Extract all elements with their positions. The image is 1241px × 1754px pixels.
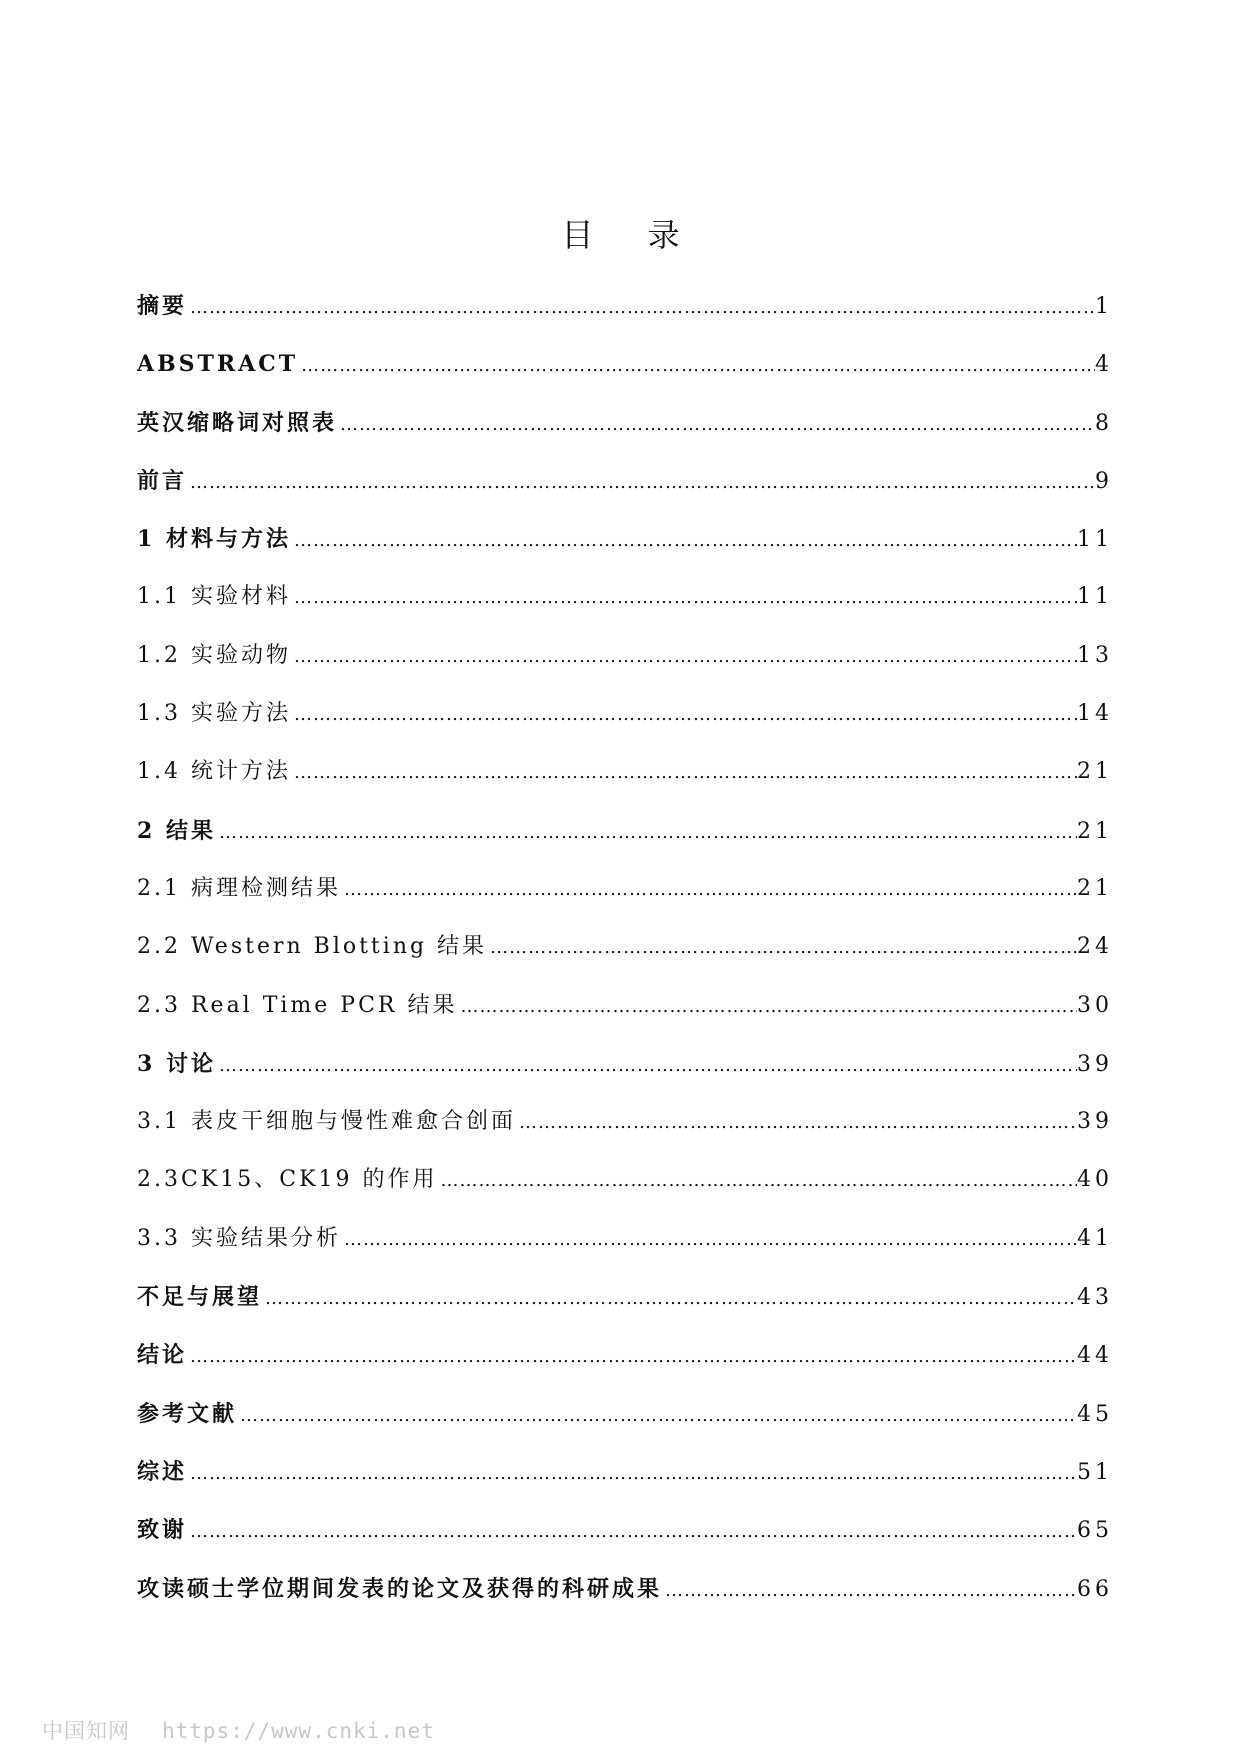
toc-leader-dots bbox=[291, 526, 1077, 556]
toc-entry-label: 致谢 bbox=[137, 1517, 188, 1544]
toc-leader-dots bbox=[291, 758, 1077, 788]
toc-entry[interactable] bbox=[137, 524, 1113, 582]
toc-entry-label: 前言 bbox=[137, 467, 188, 494]
toc-entry[interactable] bbox=[137, 466, 1113, 524]
toc-entry[interactable] bbox=[137, 1574, 1113, 1632]
toc-leader-dots bbox=[458, 992, 1078, 1022]
toc-entry-page: 51 bbox=[1077, 1459, 1113, 1485]
toc-entry-label: 2.2 Western Blotting 结果 bbox=[137, 934, 488, 960]
toc-entry[interactable] bbox=[137, 1049, 1113, 1107]
toc-entry[interactable] bbox=[137, 932, 1113, 990]
toc-entry[interactable] bbox=[137, 991, 1113, 1049]
toc-leader-dots bbox=[262, 1284, 1077, 1314]
toc-entry-label: 2.3CK15、CK19 的作用 bbox=[137, 1167, 438, 1193]
toc-entry-page: 65 bbox=[1077, 1518, 1113, 1544]
toc-entry-page: 30 bbox=[1077, 992, 1113, 1018]
toc-entry-page: 66 bbox=[1077, 1576, 1113, 1602]
toc-entry-page: 45 bbox=[1077, 1401, 1113, 1427]
toc-leader-dots bbox=[341, 1225, 1077, 1255]
table-of-contents bbox=[137, 291, 1113, 1632]
toc-entry-page: 40 bbox=[1077, 1167, 1113, 1193]
toc-entry-label: 1.4 统计方法 bbox=[137, 759, 291, 785]
toc-leader-dots bbox=[291, 700, 1077, 730]
toc-leader-dots bbox=[187, 293, 1095, 323]
toc-entry[interactable] bbox=[137, 1224, 1113, 1282]
toc-entry-page: 1 bbox=[1095, 294, 1113, 319]
toc-entry-page: 11 bbox=[1077, 584, 1113, 610]
toc-entry-page: 43 bbox=[1077, 1285, 1113, 1311]
toc-leader-dots bbox=[487, 933, 1077, 963]
toc-entry[interactable] bbox=[137, 699, 1113, 757]
toc-entry-page: 41 bbox=[1077, 1225, 1113, 1251]
toc-entry[interactable] bbox=[137, 641, 1113, 699]
toc-leader-dots bbox=[187, 468, 1095, 498]
toc-entry[interactable] bbox=[137, 1515, 1113, 1573]
toc-entry-label: ABSTRACT bbox=[137, 351, 299, 378]
toc-entry-page: 11 bbox=[1077, 527, 1113, 553]
toc-entry[interactable] bbox=[137, 816, 1113, 874]
toc-entry[interactable] bbox=[137, 1399, 1113, 1457]
toc-leader-dots bbox=[298, 351, 1095, 381]
toc-entry[interactable] bbox=[137, 1340, 1113, 1398]
toc-entry-label: 2.1 病理检测结果 bbox=[137, 875, 341, 901]
toc-entry[interactable] bbox=[137, 291, 1113, 349]
toc-entry[interactable] bbox=[137, 1165, 1113, 1223]
toc-leader-dots bbox=[216, 818, 1077, 848]
toc-entry-label: 英汉缩略词对照表 bbox=[137, 409, 338, 436]
toc-entry-page: 39 bbox=[1077, 1051, 1113, 1077]
toc-entry[interactable] bbox=[137, 582, 1113, 640]
toc-entry-label: 不足与展望 bbox=[137, 1284, 263, 1311]
toc-entry[interactable] bbox=[137, 349, 1113, 407]
toc-entry[interactable] bbox=[137, 1107, 1113, 1165]
toc-leader-dots bbox=[291, 583, 1077, 613]
toc-entry-page: 9 bbox=[1095, 468, 1113, 494]
toc-entry-label: 1.3 实验方法 bbox=[137, 701, 291, 727]
watermark-url: https://www.cnki.net bbox=[162, 1719, 435, 1743]
toc-entry-page: 13 bbox=[1077, 642, 1113, 668]
toc-leader-dots bbox=[237, 1401, 1077, 1431]
watermark bbox=[42, 1715, 435, 1745]
toc-leader-dots bbox=[337, 410, 1095, 440]
toc-entry-label: 摘要 bbox=[137, 293, 188, 319]
toc-entry-label: 1.1 实验材料 bbox=[137, 584, 291, 610]
toc-leader-dots bbox=[187, 1342, 1077, 1372]
toc-entry-label: 结论 bbox=[137, 1342, 188, 1369]
toc-entry-page: 24 bbox=[1077, 934, 1113, 960]
toc-entry-label: 1.2 实验动物 bbox=[137, 642, 291, 668]
toc-entry-page: 39 bbox=[1077, 1109, 1113, 1135]
page-title: 目 录 bbox=[561, 216, 702, 255]
toc-entry[interactable] bbox=[137, 1282, 1113, 1340]
toc-entry[interactable] bbox=[137, 757, 1113, 815]
toc-entry-label: 综述 bbox=[137, 1458, 188, 1485]
toc-entry[interactable] bbox=[137, 1457, 1113, 1515]
toc-entry-label: 2 结果 bbox=[137, 817, 216, 844]
toc-entry-label: 攻读硕士学位期间发表的论文及获得的科研成果 bbox=[137, 1575, 663, 1602]
toc-entry-page: 44 bbox=[1077, 1343, 1113, 1369]
toc-entry-label: 3.1 表皮干细胞与慢性难愈合创面 bbox=[137, 1109, 516, 1135]
toc-entry-page: 4 bbox=[1095, 352, 1113, 378]
toc-entry-page: 14 bbox=[1077, 701, 1113, 727]
toc-entry[interactable] bbox=[137, 408, 1113, 466]
toc-entry-label: 3 讨论 bbox=[137, 1050, 216, 1077]
toc-leader-dots bbox=[662, 1576, 1077, 1606]
toc-leader-dots bbox=[341, 875, 1077, 905]
toc-leader-dots bbox=[187, 1517, 1077, 1547]
toc-entry-page: 21 bbox=[1077, 818, 1113, 844]
toc-entry-label: 3.3 实验结果分析 bbox=[137, 1225, 341, 1251]
toc-leader-dots bbox=[216, 1051, 1077, 1081]
toc-entry-label: 1 材料与方法 bbox=[137, 526, 291, 553]
watermark-brand: 中国知网 bbox=[42, 1719, 130, 1743]
toc-entry[interactable] bbox=[137, 874, 1113, 932]
toc-entry-label: 2.3 Real Time PCR 结果 bbox=[137, 992, 458, 1018]
toc-entry-page: 8 bbox=[1095, 410, 1113, 436]
toc-entry-page: 21 bbox=[1077, 759, 1113, 785]
toc-entry-page: 21 bbox=[1077, 875, 1113, 901]
toc-leader-dots bbox=[291, 642, 1077, 672]
toc-entry-label: 参考文献 bbox=[137, 1400, 238, 1427]
toc-leader-dots bbox=[187, 1459, 1077, 1489]
toc-leader-dots bbox=[438, 1166, 1077, 1196]
toc-leader-dots bbox=[516, 1108, 1077, 1138]
